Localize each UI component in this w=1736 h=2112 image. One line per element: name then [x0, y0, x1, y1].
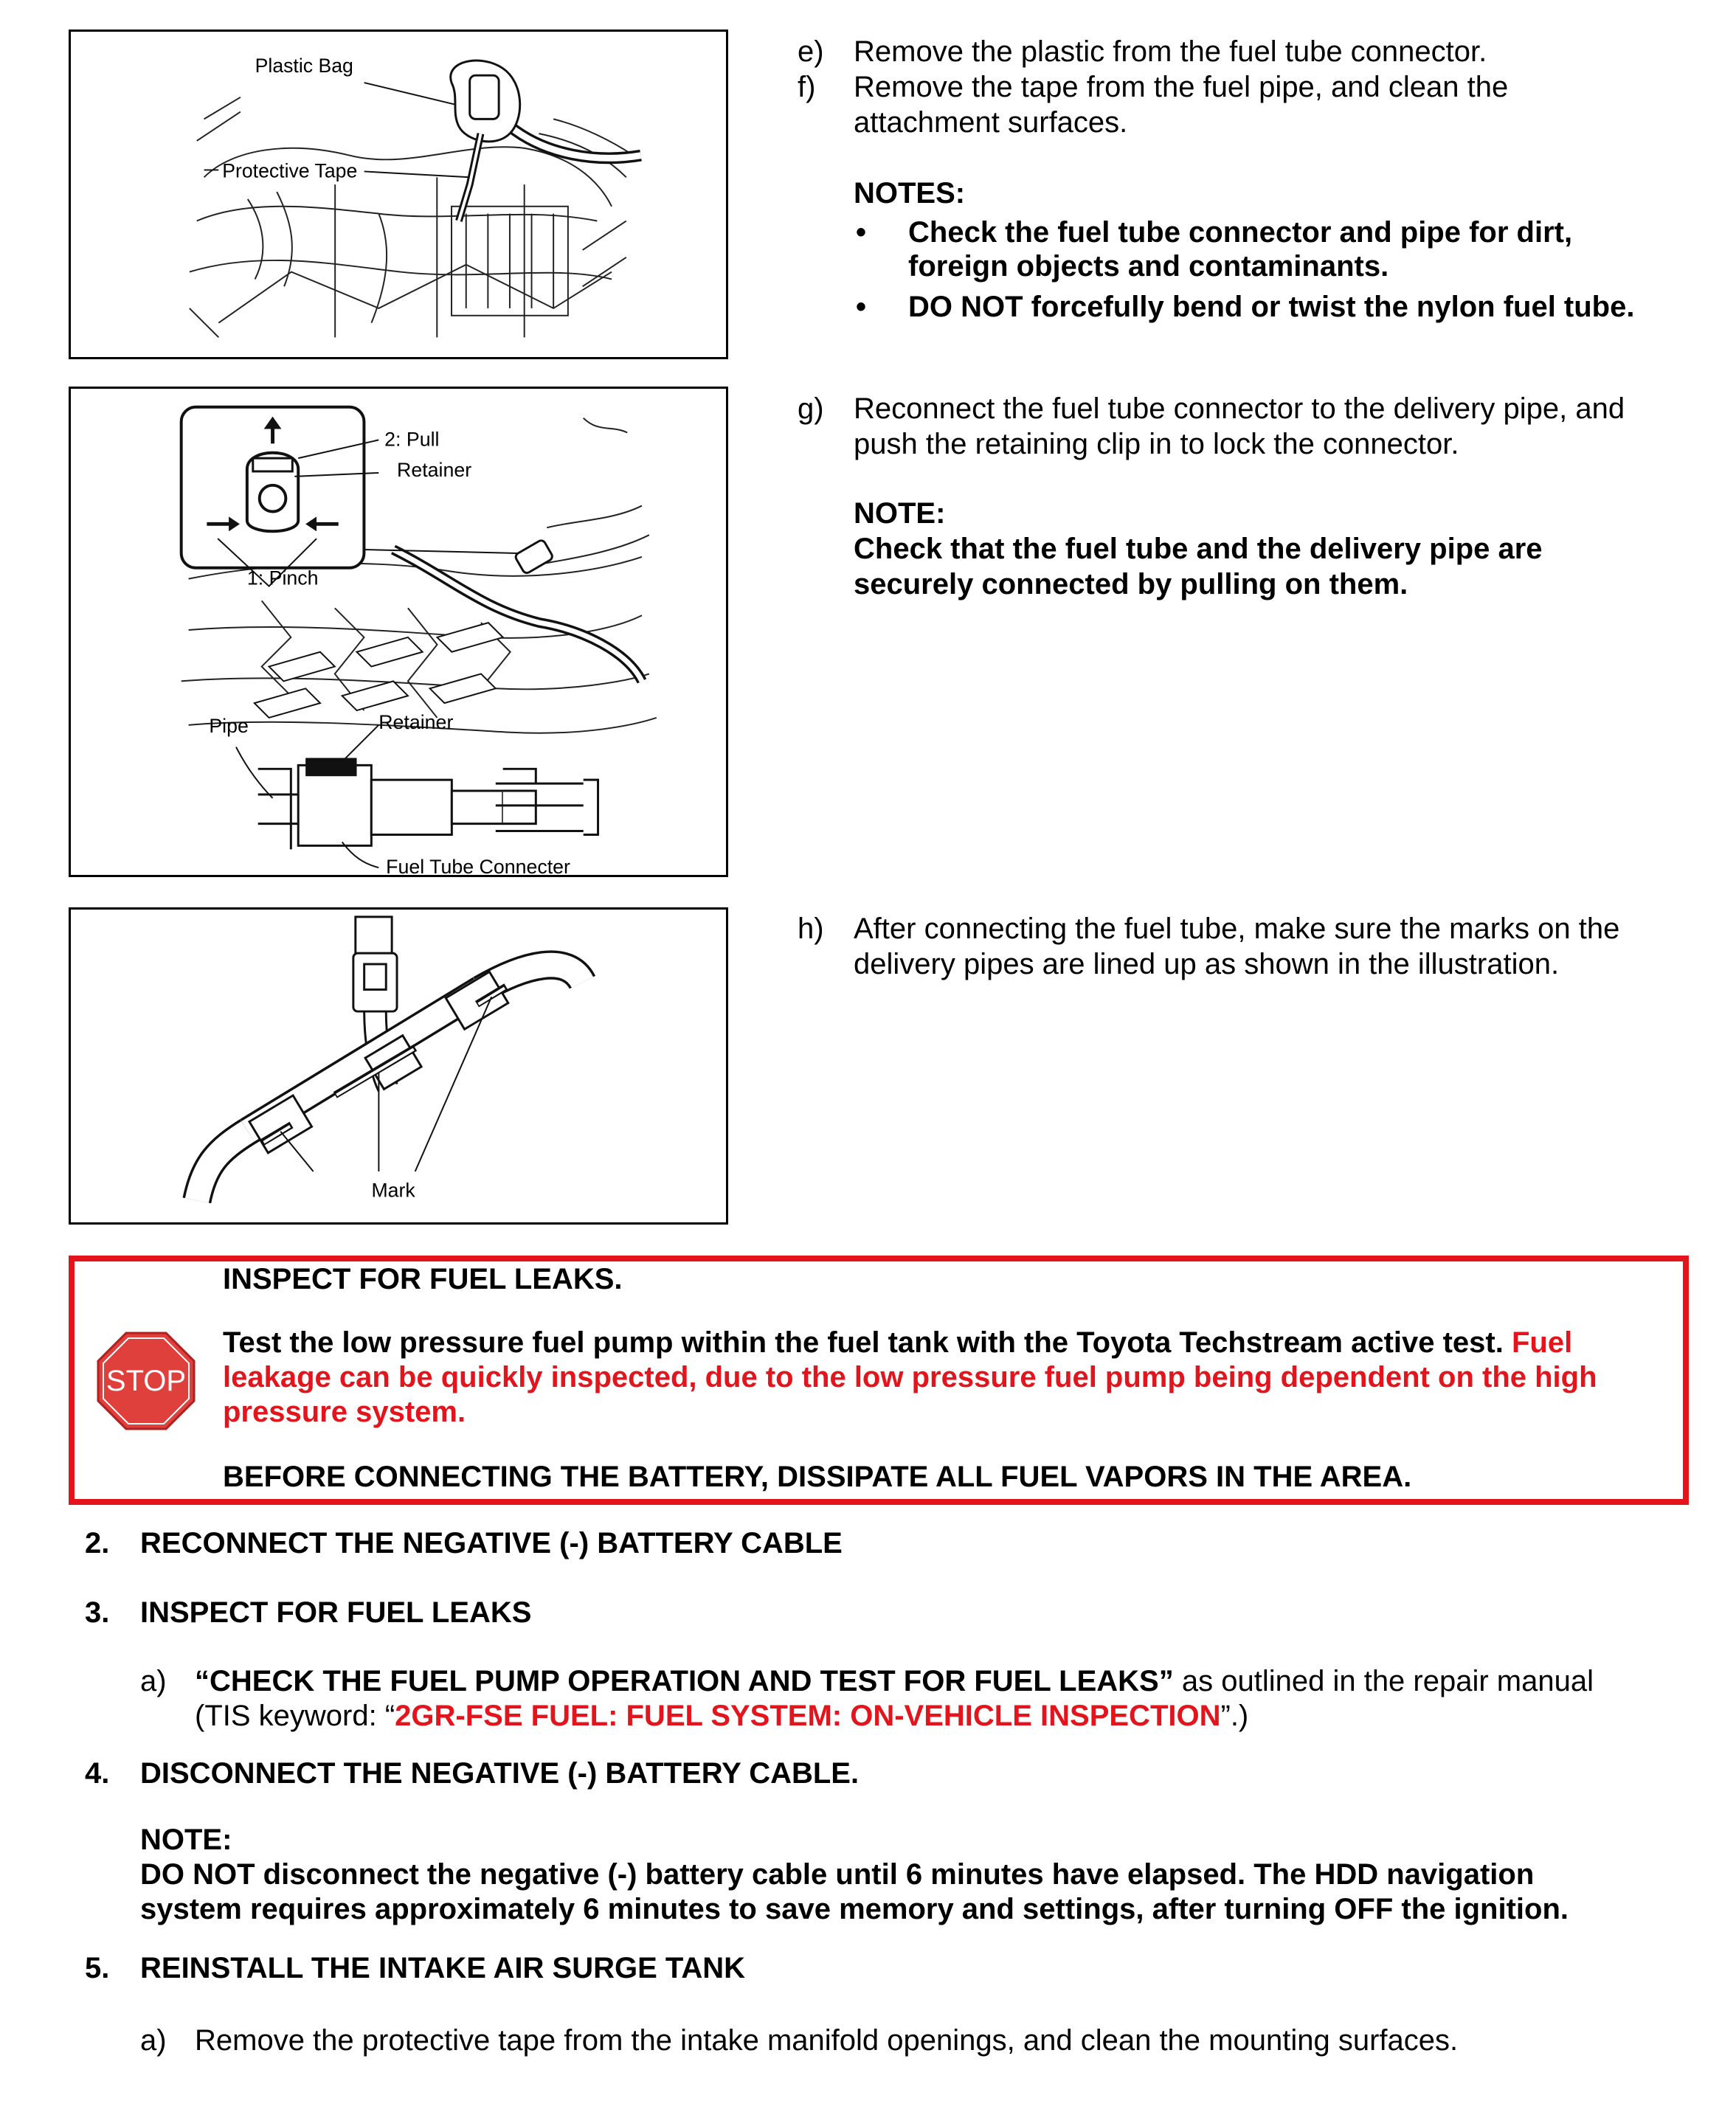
step-h-letter: h) — [798, 913, 824, 945]
note-2-line1: DO NOT forcefully bend or twist the nylon fuel tube. — [908, 291, 1635, 323]
note-bullet-1: • — [856, 216, 867, 249]
step-3a-bold: “CHECK THE FUEL PUMP OPERATION AND TEST FOR FUEL LEAKS” — [195, 1665, 1174, 1697]
stop-sign-text: STOP — [106, 1365, 187, 1397]
step-4-note-line1: DO NOT disconnect the negative (-) battery cable until 6 minutes have elapsed. The HDD navigation — [140, 1858, 1535, 1891]
label-pull: 2: Pull — [384, 428, 440, 451]
step-f-letter: f) — [798, 71, 816, 103]
step-2-title: RECONNECT THE NEGATIVE (-) BATTERY CABLE — [140, 1527, 843, 1559]
step-4-note-heading: NOTE: — [140, 1824, 232, 1856]
label-retainer-bottom: Retainer — [378, 710, 454, 733]
g-note-line1: Check that the fuel tube and the delivery pipe are — [854, 533, 1543, 565]
tis-keyword-post: ”.) — [1220, 1700, 1249, 1732]
step-2-num: 2. — [85, 1527, 110, 1559]
stop-line1-red: Fuel — [1511, 1326, 1573, 1359]
stop-line3: pressure system. — [223, 1396, 466, 1428]
step-4-note-line2: system requires approximately 6 minutes to save memory and settings, after turning OFF the ignition. — [140, 1893, 1569, 1925]
step-3a-line2 — [195, 1698, 1248, 1734]
step-3a-line1 — [195, 1663, 1594, 1699]
label-pinch: 1: Pinch — [246, 567, 319, 589]
label-plastic-bag: Plastic Bag — [255, 55, 353, 77]
stop-line1-black: Test the low pressure fuel pump within the fuel tank with the Toyota Techstream active test. — [223, 1326, 1504, 1359]
note-1-line1: Check the fuel tube connector and pipe for dirt, — [908, 216, 1573, 249]
tis-keyword-link[interactable]: 2GR-FSE FUEL: FUEL SYSTEM: ON-VEHICLE INSPECTION — [395, 1700, 1221, 1732]
label-mark: Mark — [371, 1179, 415, 1202]
step-4-num: 4. — [85, 1757, 110, 1790]
step-g-line1: Reconnect the fuel tube connector to the delivery pipe, and — [854, 392, 1625, 425]
figure-plastic-bag — [69, 30, 728, 359]
step-e-text: Remove the plastic from the fuel tube connector. — [854, 35, 1487, 68]
figure-fuel-connector — [69, 387, 728, 877]
note-bullet-2: • — [856, 291, 867, 323]
step-5-title: REINSTALL THE INTAKE AIR SURGE TANK — [140, 1952, 745, 1984]
connector-illustration — [71, 389, 726, 875]
label-protective-tape: Protective Tape — [222, 159, 358, 182]
step-h-line1: After connecting the fuel tube, make sure the marks on the — [854, 913, 1620, 945]
step-g-letter: g) — [798, 392, 824, 425]
notes-heading: NOTES: — [854, 177, 966, 210]
stop-heading: INSPECT FOR FUEL LEAKS. — [223, 1263, 623, 1295]
figure-alignment-marks — [69, 907, 728, 1225]
step-f-line1: Remove the tape from the fuel pipe, and clean the — [854, 71, 1509, 103]
g-note-line2: securely connected by pulling on them. — [854, 568, 1408, 600]
step-3a-rest: as outlined in the repair manual — [1173, 1665, 1594, 1697]
step-g-line2: push the retaining clip in to lock the connector. — [854, 428, 1459, 460]
label-retainer-top: Retainer — [397, 458, 472, 481]
stop-line1 — [223, 1325, 1572, 1360]
g-note-heading: NOTE: — [854, 497, 946, 530]
step-3a-letter: a) — [140, 1665, 167, 1697]
step-5a-text: Remove the protective tape from the intake manifold openings, and clean the mounting surfaces. — [195, 2024, 1459, 2057]
step-5a-letter: a) — [140, 2024, 167, 2057]
step-h-line2: delivery pipes are lined up as shown in the illustration. — [854, 948, 1560, 980]
note-1-line2: foreign objects and contaminants. — [908, 250, 1389, 283]
label-pipe: Pipe — [209, 714, 249, 737]
label-fuel-tube-connector: Fuel Tube Connecter — [386, 856, 570, 875]
step-f-line2: attachment surfaces. — [854, 106, 1128, 139]
stop-footer: BEFORE CONNECTING THE BATTERY, DISSIPATE ALL FUEL VAPORS IN THE AREA. — [223, 1461, 1412, 1493]
marks-illustration — [71, 910, 726, 1222]
stop-sign-icon — [97, 1332, 196, 1430]
step-4-title: DISCONNECT THE NEGATIVE (-) BATTERY CABLE. — [140, 1757, 860, 1790]
step-3-title: INSPECT FOR FUEL LEAKS — [140, 1596, 532, 1629]
stop-line2: leakage can be quickly inspected, due to the low pressure fuel pump being dependent on the high — [223, 1361, 1597, 1393]
tis-keyword-pre: (TIS keyword: “ — [195, 1700, 395, 1732]
step-e-letter: e) — [798, 35, 824, 68]
engine-illustration-1 — [71, 32, 726, 357]
step-5-num: 5. — [85, 1952, 110, 1984]
step-3-num: 3. — [85, 1596, 110, 1629]
